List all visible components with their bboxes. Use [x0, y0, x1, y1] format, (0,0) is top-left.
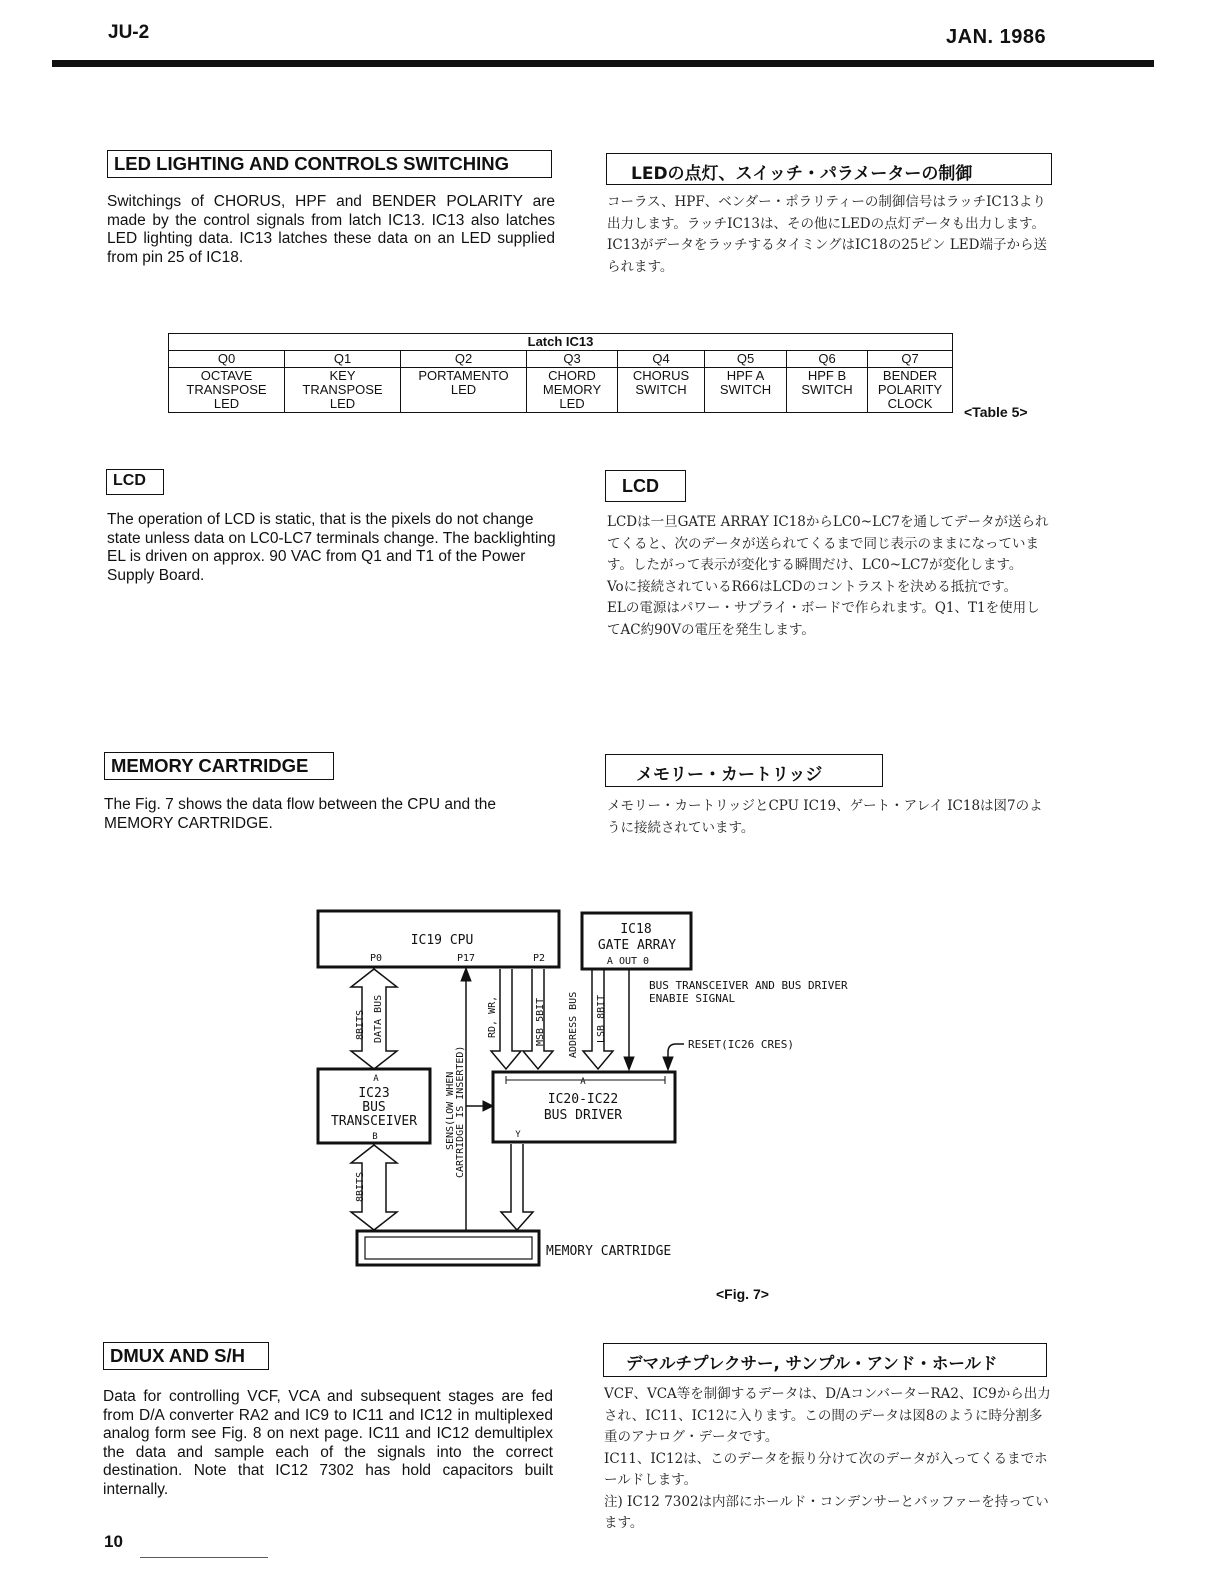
table-header: Q6 — [787, 351, 868, 368]
ic20-y-label: Y — [515, 1130, 521, 1140]
dmux-title-jp: デマルチプレクサー, サンプル・アンド・ホールド — [603, 1343, 1047, 1377]
led-title-jp: LEDの点灯、スイッチ・パラメーターの制御 — [606, 153, 1052, 185]
sens-label-1: SENS(LOW WHEN — [445, 1071, 456, 1150]
table-cell: CHORD MEMORY LED — [527, 368, 618, 413]
date: JAN. 1986 — [946, 26, 1047, 48]
gate-array-label: GATE ARRAY — [597, 938, 677, 953]
enable-label-2: ENABIE SIGNAL — [649, 992, 736, 1005]
memory-title-jp: メモリー・カートリッジ — [605, 754, 883, 787]
dmux-body-jp-p3: 注) IC12 7302は内部にホールド・コンデンサーとバッファーを持っています。 — [604, 1493, 1049, 1531]
memory-body-en: The Fig. 7 shows the data flow between the CPU and the MEMORY CARTRIDGE. — [104, 796, 497, 832]
rd-wr-label: RD, WR, — [487, 995, 498, 1038]
led-title-en: LED LIGHTING AND CONTROLS SWITCHING — [107, 150, 552, 178]
lcd-body-jp-p3: ELの電源はパワー・サプライ・ボードで作られます。Q1、T1を使用してAC約90Vの電圧を発生します。 — [607, 600, 1040, 638]
ic23-transceiver-label: TRANSCEIVER — [330, 1114, 418, 1129]
memory-body-jp-p1: メモリー・カートリッジとCPU IC19、ゲート・アレイ IC18は図7のように接続されています。 — [607, 798, 1043, 836]
lcd-title-en: LCD — [106, 469, 164, 495]
bus-driver-label: BUS DRIVER — [543, 1108, 623, 1123]
reset-line — [668, 1044, 684, 1058]
dmux-body-en: Data for controlling VCF, VCA and subsequent stages are fed from D/A converter RA2 and IC9 to IC11 and IC12 in multiplexed analog form see Fig. 8 on next page. IC11 and IC12 demultiplex the data and sample each of the signals into the correct destination. Note that IC12 7302 has hold capacitors built internally. — [103, 1388, 553, 1498]
reset-arrowhead — [663, 1057, 673, 1070]
enable-label-1: BUS TRANSCEIVER AND BUS DRIVER — [649, 979, 848, 992]
table-cell: BENDER POLARITY CLOCK — [868, 368, 953, 413]
table-header: Q1 — [285, 351, 401, 368]
footer-link-line — [140, 1557, 268, 1558]
memory-title-en: MEMORY CARTRIDGE — [104, 752, 334, 780]
led-body-en: Switchings of CHORUS, HPF and BENDER POLARITY are made by the control signals from latch IC13. IC13 also latches LED lighting data. IC13 latches these data on an LED supplied from pin 25 of IC18. — [107, 193, 555, 266]
table-header: Q0 — [169, 351, 285, 368]
table-cell: PORTAMENTO LED — [401, 368, 527, 413]
sens-label-2: CARTRIDGE IS INSERTED) — [455, 1045, 466, 1178]
address-bus-label: ADDRESS BUS — [568, 991, 579, 1058]
lcd-title-jp: LCD — [605, 470, 686, 502]
data-bus-label: DATA BUS — [373, 994, 384, 1043]
ic20-a-label: A — [580, 1077, 586, 1087]
ic23-label: IC23 — [358, 1086, 390, 1101]
lcd-body-en: The operation of LCD is static, that is the pixels do not change state unless data on LC0-LC7 terminals change. The backlighting EL is driven on approx. 90 VAC from Q1 and T1 of the Power Supply Board. — [107, 511, 556, 584]
dmux-body-jp-p1: VCF、VCA等を制御するデータは、D/AコンバーターRA2、IC9から出力され、IC11、IC12に入ります。この間のデータは図8のように時分割多重のアナログ・データです。 — [604, 1386, 1051, 1445]
memory-cartridge-label: MEMORY CARTRIDGE — [546, 1244, 672, 1259]
sens-arrowhead — [461, 968, 471, 981]
p17-label: P17 — [456, 953, 476, 964]
table-header: Q2 — [401, 351, 527, 368]
led-body-jp-p2: IC13がデータをラッチするタイミングはIC18の25ピン LED端子から送られます。 — [607, 237, 1047, 275]
dmux-title-en: DMUX AND S/H — [103, 1342, 269, 1370]
table-header: Q4 — [618, 351, 705, 368]
reset-label: RESET(IC26 CRES) — [688, 1038, 794, 1051]
table-cell: HPF A SWITCH — [705, 368, 787, 413]
ic23-a-label: A — [373, 1074, 379, 1084]
fig-label: <Fig. 7> — [716, 1286, 769, 1302]
lcd-body-jp-p1: LCDは一旦GATE ARRAY IC18からLC0~LC7を通してデータが送られてくると、次のデータが送られてくるまで同じ表示のままになっています。したがって表示が変化する瞬間だけ、LC0~LC7が変化します。 — [607, 514, 1049, 573]
table-header: Q3 — [527, 351, 618, 368]
table-caption: Latch IC13 — [169, 334, 953, 351]
bits8-upper-label: 8BITS — [355, 1009, 366, 1040]
ic23-bus-label: BUS — [362, 1100, 386, 1115]
y-bus-arrow — [501, 1144, 533, 1230]
ic18-label: IC18 — [620, 922, 652, 937]
a-out0-label: A OUT 0 — [606, 956, 650, 967]
cpu-label: IC19 CPU — [410, 933, 474, 948]
page-number: 10 — [104, 1532, 123, 1551]
table-header: Q7 — [868, 351, 953, 368]
enable-arrowhead — [624, 1057, 634, 1070]
model-code: JU-2 — [108, 22, 150, 43]
led-body-jp-p1: コーラス、HPF、ベンダー・ポラリティーの制御信号はラッチIC13より出力します。ラッチIC13は、その他にLEDの点灯データも出力します。 — [607, 194, 1046, 232]
bits8-lower-label: 8BITS — [355, 1171, 366, 1202]
table-cell: CHORUS SWITCH — [618, 368, 705, 413]
table-header: Q5 — [705, 351, 787, 368]
dmux-body-jp — [604, 1384, 1052, 1535]
table-cell: OCTAVE TRANSPOSE LED — [169, 368, 285, 413]
table-label: <Table 5> — [964, 404, 1028, 420]
lsb-label: LSB 8BIT — [596, 994, 607, 1043]
lcd-body-jp-p2: Voに接続されているR66はLCDのコントラストを決める抵抗です。 — [607, 578, 1018, 595]
table-cell: KEY TRANSPOSE LED — [285, 368, 401, 413]
ic23-b-label: B — [372, 1132, 378, 1142]
dmux-body-jp-p2: IC11、IC12は、このデータを振り分けて次のデータが入ってくるまでホールドします。 — [604, 1450, 1048, 1488]
cartridge-slot — [365, 1237, 532, 1259]
p0-label: P0 — [369, 953, 383, 964]
table-cell: HPF B SWITCH — [787, 368, 868, 413]
cartridge-box — [357, 1231, 539, 1265]
ic20-label: IC20-IC22 — [547, 1092, 619, 1107]
p2-label: P2 — [532, 953, 546, 964]
msb-label: MSB 5BIT — [535, 997, 546, 1046]
